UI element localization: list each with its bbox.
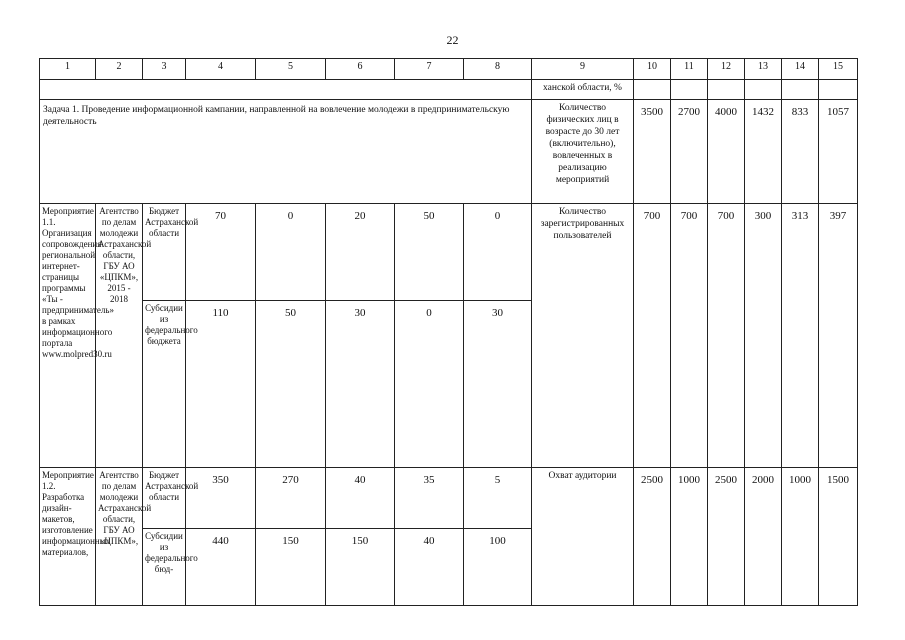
task-value: 833 [782,100,819,204]
funding-source: Субсидии из федерального бюджета [143,301,186,468]
funding-source: Субсидии из федерального бюд- [143,529,186,606]
funding-value: 150 [256,529,326,606]
funding-value: 40 [326,468,395,529]
column-number: 1 [40,59,96,80]
measure-row [40,468,858,529]
indicator-value: 700 [634,204,671,468]
indicator-value: 300 [745,204,782,468]
column-number: 8 [464,59,532,80]
task-value: 1057 [819,100,858,204]
empty-cell [745,80,782,100]
funding-value: 0 [464,204,532,301]
program-table [39,58,858,606]
indicator-value: 700 [671,204,708,468]
funding-value: 0 [395,301,464,468]
funding-value: 50 [395,204,464,301]
empty-cell [782,80,819,100]
funding-source: Бюджет Астраханской области [143,204,186,301]
column-number: 3 [143,59,186,80]
funding-value: 100 [464,529,532,606]
measure-executor: Агентство по делам молодежи Астраханской области, ГБУ АО «ЦПКМ», 2015 - 2018 [96,204,143,468]
column-number: 6 [326,59,395,80]
indicator-value: 2500 [708,468,745,606]
measure-executor: Агентство по делам молодежи Астраханской области, ГБУ АО «ЦПКМ», [96,468,143,606]
funding-value: 440 [186,529,256,606]
indicator-value: 397 [819,204,858,468]
funding-value: 20 [326,204,395,301]
indicator-value: 1000 [671,468,708,606]
column-number: 13 [745,59,782,80]
column-number-row [40,59,858,80]
column-number: 5 [256,59,326,80]
empty-cell [819,80,858,100]
funding-value: 350 [186,468,256,529]
page-number: 22 [446,33,459,47]
measure-name: Мероприятие 1.2. Разработка дизайн-макетов, изготовление информационных материалов, [40,468,96,606]
task-value: 4000 [708,100,745,204]
indicator-value: 700 [708,204,745,468]
continuation-indicator: ханской области, % [532,80,634,100]
column-number: 11 [671,59,708,80]
indicator-value: 313 [782,204,819,468]
measure-indicator: Количество зарегистрированных пользователей [532,204,634,468]
column-number: 9 [532,59,634,80]
column-number: 7 [395,59,464,80]
funding-value: 30 [464,301,532,468]
empty-cell [708,80,745,100]
task-value: 3500 [634,100,671,204]
funding-value: 70 [186,204,256,301]
column-number: 2 [96,59,143,80]
task-value: 1432 [745,100,782,204]
column-number: 10 [634,59,671,80]
funding-source: Бюджет Астраханской области [143,468,186,529]
measure-name: Мероприятие 1.1. Организация сопровождения региональной интернет-страницы программы «Ты - предприниматель» в рамках информационного портала www.molpred30.ru [40,204,96,468]
task-title: Задача 1. Проведение информационной кампании, направленной на вовлечение молодежи в предпринимательскую деятельность [40,100,532,204]
empty-cell [634,80,671,100]
empty-cell [40,80,532,100]
indicator-value: 1500 [819,468,858,606]
funding-value: 50 [256,301,326,468]
measure-row [40,204,858,301]
empty-cell [671,80,708,100]
funding-value: 5 [464,468,532,529]
task-indicator: Количество физических лиц в возрасте до 30 лет (включительно), вовлеченных в реализацию мероприятий [532,100,634,204]
funding-value: 150 [326,529,395,606]
funding-value: 35 [395,468,464,529]
indicator-value: 2000 [745,468,782,606]
task-value: 2700 [671,100,708,204]
indicator-value: 2500 [634,468,671,606]
funding-value: 40 [395,529,464,606]
task-row [40,100,858,204]
funding-value: 0 [256,204,326,301]
column-number: 12 [708,59,745,80]
indicator-value: 1000 [782,468,819,606]
funding-value: 110 [186,301,256,468]
column-number: 4 [186,59,256,80]
continuation-row [40,80,858,100]
funding-value: 30 [326,301,395,468]
column-number: 14 [782,59,819,80]
column-number: 15 [819,59,858,80]
measure-indicator: Охват аудитории [532,468,634,606]
funding-value: 270 [256,468,326,529]
